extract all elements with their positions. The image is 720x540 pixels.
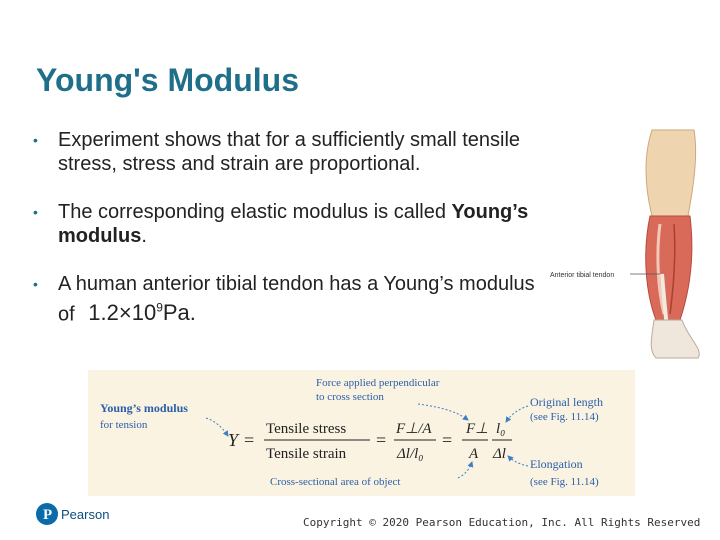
svg-text:Pearson: Pearson (61, 507, 110, 522)
bullet-text: A human anterior tibial tendon has a Young’s modulus of (58, 273, 535, 326)
right-top-line-2: (see Fig. 11.14) (530, 411, 599, 423)
youngs-modulus-equation-figure (88, 370, 635, 496)
fraction-3-denominator: Δl (493, 446, 506, 462)
right-bottom-line-2: (see Fig. 11.14) (530, 476, 599, 488)
fraction-3-numerator: l₀ (496, 421, 506, 437)
bullet-item (33, 128, 553, 176)
fraction-1-denominator: Δl/l₀ (397, 446, 424, 462)
slide-title: Young's Modulus (36, 62, 299, 98)
right-bottom-line-1: Elongation (530, 457, 583, 471)
bullet-item (33, 200, 553, 248)
bullet-item (33, 272, 553, 326)
top-note-line-2: to cross section (316, 391, 384, 403)
fraction-2-numerator: F⊥ (466, 421, 489, 437)
tensile-stress: Tensile stress (266, 421, 347, 437)
svg-text:P: P (43, 507, 53, 523)
equals-3: = (442, 430, 453, 450)
fraction-1-numerator: F⊥/A (396, 421, 432, 437)
symbol-y: Y (228, 430, 239, 450)
top-note-line-1: Force applied perpendicular (316, 377, 440, 389)
bullet-text: The corresponding elastic modulus is called (58, 201, 452, 223)
tensile-strain: Tensile strain (266, 446, 347, 462)
left-label-bold: Young’s modulus (100, 401, 188, 415)
bullet-list (33, 128, 553, 350)
right-top-line-1: Original length (530, 395, 603, 409)
leg-illustration (548, 124, 720, 362)
leg-label: Anterior tibial tendon (550, 272, 615, 279)
bullet-marker: • (33, 204, 38, 220)
bottom-note: Cross-sectional area of object (270, 476, 401, 488)
pearson-logo (36, 503, 116, 532)
copyright-notice: Copyright © 2020 Pearson Education, Inc. All Rights Reserved (303, 516, 701, 529)
bullet-marker: • (33, 132, 38, 148)
fraction-2-denominator: A (469, 446, 479, 462)
bullet-text: Experiment shows that for a sufficiently small tensile stress, stress and strain are proportional. (58, 129, 521, 175)
equals-2: = (376, 430, 387, 450)
modulus-value: $1.2\times 10^9Pa$. (88, 300, 196, 326)
bullet-marker: • (33, 276, 38, 292)
equals-1: = (244, 430, 255, 450)
left-label-sub: for tension (100, 419, 148, 431)
bullet-term: Young’s modulus (58, 201, 529, 247)
bullet-text: . (141, 225, 147, 247)
